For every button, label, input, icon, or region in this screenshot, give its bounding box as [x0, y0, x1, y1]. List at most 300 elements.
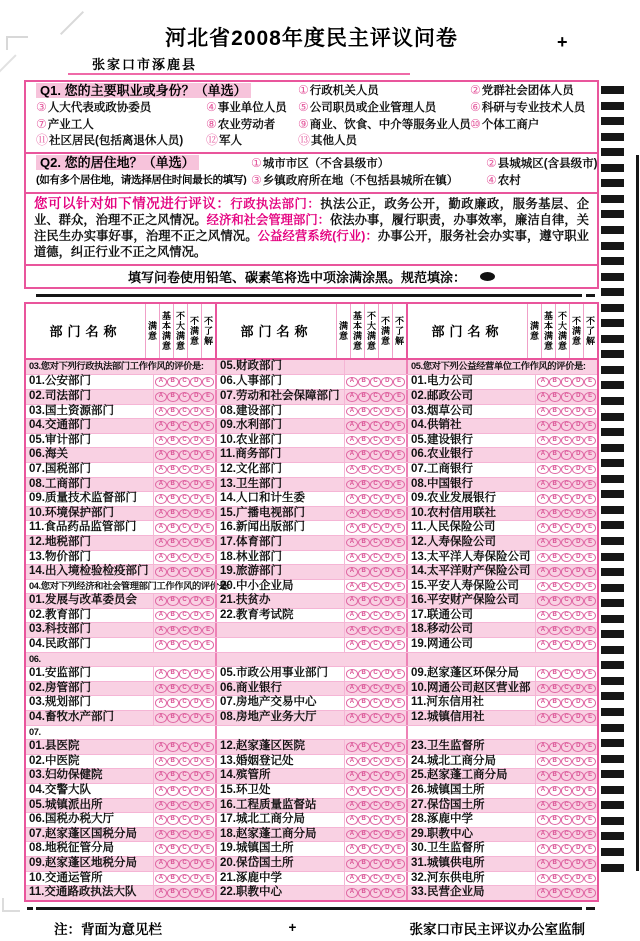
bubble-E[interactable]: E — [202, 698, 214, 708]
bubble-C[interactable]: C — [561, 626, 573, 636]
bubble-B[interactable]: B — [549, 859, 561, 869]
bubble-C[interactable]: C — [370, 669, 382, 679]
bubble-C[interactable]: C — [370, 538, 382, 548]
bubble-E[interactable]: E — [584, 859, 596, 869]
bubble-B[interactable]: B — [358, 757, 370, 767]
bubble-B[interactable]: B — [549, 771, 561, 781]
bubble-E[interactable]: E — [202, 771, 214, 781]
bubble-E[interactable]: E — [202, 742, 214, 752]
bubble-E[interactable]: E — [202, 684, 214, 694]
bubble-E[interactable]: E — [202, 859, 214, 869]
bubble-C[interactable]: C — [370, 830, 382, 840]
bubble-A[interactable]: A — [155, 859, 167, 869]
bubble-C[interactable]: C — [561, 786, 573, 796]
bubble-A[interactable]: A — [537, 874, 549, 884]
bubble-D[interactable]: D — [190, 801, 202, 811]
bubble-E[interactable]: E — [202, 553, 214, 563]
bubble-D[interactable]: D — [572, 392, 584, 402]
bubble-E[interactable]: E — [202, 480, 214, 490]
bubble-B[interactable]: B — [167, 494, 179, 504]
bubble-B[interactable]: B — [549, 713, 561, 723]
bubble-A[interactable]: A — [537, 480, 549, 490]
bubble-D[interactable]: D — [572, 640, 584, 650]
bubble-D[interactable]: D — [572, 596, 584, 606]
bubble-E[interactable]: E — [393, 582, 405, 592]
bubble-B[interactable]: B — [549, 465, 561, 475]
bubble-C[interactable]: C — [179, 538, 191, 548]
bubble-E[interactable]: E — [584, 436, 596, 446]
bubble-C[interactable]: C — [561, 480, 573, 490]
bubble-C[interactable]: C — [370, 757, 382, 767]
bubble-D[interactable]: D — [381, 450, 393, 460]
bubble-C[interactable]: C — [179, 742, 191, 752]
bubble-E[interactable]: E — [393, 815, 405, 825]
bubble-A[interactable]: A — [155, 611, 167, 621]
bubble-A[interactable]: A — [346, 640, 358, 650]
bubble-E[interactable]: E — [202, 786, 214, 796]
bubble-E[interactable]: E — [584, 553, 596, 563]
bubble-D[interactable]: D — [190, 640, 202, 650]
bubble-D[interactable]: D — [381, 567, 393, 577]
bubble-A[interactable]: A — [346, 480, 358, 490]
bubble-D[interactable]: D — [190, 786, 202, 796]
bubble-B[interactable]: B — [549, 596, 561, 606]
bubble-D[interactable]: D — [572, 523, 584, 533]
bubble-C[interactable]: C — [561, 436, 573, 446]
bubble-B[interactable]: B — [549, 786, 561, 796]
bubble-C[interactable]: C — [179, 844, 191, 854]
bubble-D[interactable]: D — [572, 377, 584, 387]
q2-option[interactable]: ②县城城区(含县级市) — [486, 156, 598, 171]
bubble-B[interactable]: B — [549, 509, 561, 519]
bubble-C[interactable]: C — [179, 888, 191, 898]
bubble-B[interactable]: B — [549, 553, 561, 563]
bubble-D[interactable]: D — [381, 611, 393, 621]
bubble-C[interactable]: C — [370, 377, 382, 387]
bubble-B[interactable]: B — [358, 844, 370, 854]
bubble-C[interactable]: C — [179, 436, 191, 446]
bubble-A[interactable]: A — [155, 509, 167, 519]
bubble-B[interactable]: B — [358, 640, 370, 650]
bubble-B[interactable]: B — [358, 830, 370, 840]
bubble-A[interactable]: A — [346, 465, 358, 475]
bubble-B[interactable]: B — [167, 757, 179, 767]
bubble-A[interactable]: A — [155, 684, 167, 694]
bubble-C[interactable]: C — [179, 713, 191, 723]
q1-option[interactable]: ⑫军人 — [206, 133, 243, 148]
q1-option[interactable]: ③人大代表或政协委员 — [36, 99, 152, 114]
bubble-C[interactable]: C — [179, 407, 191, 417]
bubble-A[interactable]: A — [346, 611, 358, 621]
bubble-E[interactable]: E — [202, 844, 214, 854]
q1-option[interactable]: ②党群社会团体人员 — [470, 83, 574, 97]
bubble-C[interactable]: C — [561, 465, 573, 475]
bubble-A[interactable]: A — [346, 742, 358, 752]
bubble-D[interactable]: D — [190, 698, 202, 708]
bubble-B[interactable]: B — [358, 407, 370, 417]
bubble-E[interactable]: E — [202, 669, 214, 679]
bubble-A[interactable]: A — [155, 596, 167, 606]
bubble-C[interactable]: C — [561, 392, 573, 402]
bubble-C[interactable]: C — [370, 713, 382, 723]
bubble-E[interactable]: E — [393, 713, 405, 723]
bubble-B[interactable]: B — [358, 786, 370, 796]
bubble-E[interactable]: E — [202, 815, 214, 825]
bubble-C[interactable]: C — [561, 801, 573, 811]
bubble-D[interactable]: D — [572, 450, 584, 460]
bubble-E[interactable]: E — [393, 611, 405, 621]
bubble-D[interactable]: D — [381, 494, 393, 504]
bubble-B[interactable]: B — [167, 465, 179, 475]
bubble-E[interactable]: E — [202, 830, 214, 840]
bubble-C[interactable]: C — [561, 874, 573, 884]
bubble-C[interactable]: C — [179, 698, 191, 708]
bubble-C[interactable]: C — [179, 786, 191, 796]
bubble-C[interactable]: C — [179, 801, 191, 811]
bubble-C[interactable]: C — [370, 771, 382, 781]
bubble-B[interactable]: B — [167, 844, 179, 854]
bubble-E[interactable]: E — [584, 611, 596, 621]
q1-option[interactable]: ⑩个体工商户 — [470, 116, 540, 131]
bubble-C[interactable]: C — [179, 626, 191, 636]
bubble-A[interactable]: A — [346, 567, 358, 577]
bubble-C[interactable]: C — [561, 567, 573, 577]
bubble-A[interactable]: A — [346, 713, 358, 723]
q1-option[interactable]: ⑨商业、饮食、中介等服务业人员 — [298, 116, 471, 131]
bubble-C[interactable]: C — [370, 465, 382, 475]
bubble-B[interactable]: B — [549, 392, 561, 402]
bubble-C[interactable]: C — [370, 859, 382, 869]
bubble-D[interactable]: D — [190, 626, 202, 636]
bubble-E[interactable]: E — [202, 494, 214, 504]
bubble-C[interactable]: C — [370, 553, 382, 563]
bubble-C[interactable]: C — [370, 567, 382, 577]
bubble-C[interactable]: C — [561, 538, 573, 548]
bubble-D[interactable]: D — [381, 669, 393, 679]
bubble-D[interactable]: D — [381, 698, 393, 708]
bubble-B[interactable]: B — [358, 538, 370, 548]
bubble-D[interactable]: D — [381, 407, 393, 417]
bubble-C[interactable]: C — [561, 757, 573, 767]
bubble-C[interactable]: C — [370, 436, 382, 446]
bubble-E[interactable]: E — [584, 815, 596, 825]
bubble-E[interactable]: E — [584, 407, 596, 417]
bubble-D[interactable]: D — [381, 844, 393, 854]
bubble-B[interactable]: B — [549, 874, 561, 884]
bubble-D[interactable]: D — [572, 815, 584, 825]
bubble-A[interactable]: A — [155, 742, 167, 752]
bubble-A[interactable]: A — [155, 888, 167, 898]
bubble-D[interactable]: D — [190, 553, 202, 563]
bubble-A[interactable]: A — [346, 859, 358, 869]
bubble-B[interactable]: B — [167, 567, 179, 577]
q2-option[interactable]: ③乡镇政府所在地（不包括县城所在镇） — [251, 173, 459, 188]
bubble-C[interactable]: C — [370, 523, 382, 533]
bubble-A[interactable]: A — [537, 888, 549, 898]
bubble-C[interactable]: C — [370, 407, 382, 417]
bubble-D[interactable]: D — [381, 538, 393, 548]
bubble-D[interactable]: D — [572, 553, 584, 563]
bubble-D[interactable]: D — [381, 436, 393, 446]
bubble-C[interactable]: C — [179, 596, 191, 606]
bubble-B[interactable]: B — [549, 421, 561, 431]
bubble-E[interactable]: E — [584, 830, 596, 840]
bubble-E[interactable]: E — [393, 626, 405, 636]
bubble-D[interactable]: D — [381, 801, 393, 811]
bubble-E[interactable]: E — [584, 494, 596, 504]
bubble-B[interactable]: B — [358, 611, 370, 621]
bubble-C[interactable]: C — [370, 480, 382, 490]
bubble-C[interactable]: C — [179, 771, 191, 781]
bubble-B[interactable]: B — [549, 698, 561, 708]
bubble-C[interactable]: C — [561, 888, 573, 898]
q1-option[interactable]: ⑪社区居民(包括离退休人员) — [36, 133, 184, 148]
bubble-D[interactable]: D — [190, 815, 202, 825]
bubble-D[interactable]: D — [572, 509, 584, 519]
bubble-D[interactable]: D — [381, 421, 393, 431]
bubble-D[interactable]: D — [572, 859, 584, 869]
bubble-C[interactable]: C — [370, 786, 382, 796]
bubble-D[interactable]: D — [381, 771, 393, 781]
bubble-B[interactable]: B — [358, 684, 370, 694]
bubble-E[interactable]: E — [393, 392, 405, 402]
bubble-C[interactable]: C — [370, 815, 382, 825]
bubble-C[interactable]: C — [561, 844, 573, 854]
bubble-B[interactable]: B — [549, 684, 561, 694]
bubble-C[interactable]: C — [370, 698, 382, 708]
bubble-C[interactable]: C — [370, 874, 382, 884]
bubble-E[interactable]: E — [584, 801, 596, 811]
bubble-E[interactable]: E — [393, 421, 405, 431]
bubble-A[interactable]: A — [155, 538, 167, 548]
bubble-B[interactable]: B — [167, 888, 179, 898]
bubble-E[interactable]: E — [202, 436, 214, 446]
bubble-D[interactable]: D — [381, 815, 393, 825]
bubble-B[interactable]: B — [167, 596, 179, 606]
bubble-E[interactable]: E — [584, 640, 596, 650]
bubble-D[interactable]: D — [381, 377, 393, 387]
bubble-E[interactable]: E — [393, 450, 405, 460]
bubble-C[interactable]: C — [561, 859, 573, 869]
bubble-D[interactable]: D — [381, 859, 393, 869]
bubble-A[interactable]: A — [537, 494, 549, 504]
bubble-E[interactable]: E — [202, 509, 214, 519]
bubble-E[interactable]: E — [584, 626, 596, 636]
bubble-D[interactable]: D — [381, 509, 393, 519]
bubble-B[interactable]: B — [167, 713, 179, 723]
bubble-A[interactable]: A — [155, 626, 167, 636]
bubble-B[interactable]: B — [549, 830, 561, 840]
bubble-C[interactable]: C — [561, 377, 573, 387]
bubble-E[interactable]: E — [393, 859, 405, 869]
bubble-E[interactable]: E — [393, 553, 405, 563]
bubble-E[interactable]: E — [393, 830, 405, 840]
bubble-E[interactable]: E — [584, 567, 596, 577]
bubble-C[interactable]: C — [561, 640, 573, 650]
bubble-A[interactable]: A — [537, 596, 549, 606]
bubble-A[interactable]: A — [155, 830, 167, 840]
bubble-A[interactable]: A — [537, 815, 549, 825]
bubble-B[interactable]: B — [549, 801, 561, 811]
bubble-A[interactable]: A — [155, 786, 167, 796]
bubble-D[interactable]: D — [381, 742, 393, 752]
bubble-A[interactable]: A — [155, 421, 167, 431]
bubble-B[interactable]: B — [167, 684, 179, 694]
bubble-B[interactable]: B — [167, 669, 179, 679]
bubble-B[interactable]: B — [549, 669, 561, 679]
bubble-B[interactable]: B — [167, 698, 179, 708]
bubble-B[interactable]: B — [358, 465, 370, 475]
bubble-E[interactable]: E — [393, 523, 405, 533]
bubble-B[interactable]: B — [549, 844, 561, 854]
bubble-D[interactable]: D — [381, 596, 393, 606]
bubble-C[interactable]: C — [179, 450, 191, 460]
bubble-A[interactable]: A — [537, 450, 549, 460]
bubble-C[interactable]: C — [179, 567, 191, 577]
bubble-A[interactable]: A — [346, 582, 358, 592]
bubble-D[interactable]: D — [381, 713, 393, 723]
bubble-A[interactable]: A — [155, 553, 167, 563]
bubble-C[interactable]: C — [561, 421, 573, 431]
bubble-E[interactable]: E — [393, 640, 405, 650]
bubble-B[interactable]: B — [167, 421, 179, 431]
bubble-C[interactable]: C — [561, 830, 573, 840]
bubble-C[interactable]: C — [179, 815, 191, 825]
bubble-E[interactable]: E — [202, 567, 214, 577]
bubble-B[interactable]: B — [358, 523, 370, 533]
bubble-E[interactable]: E — [202, 611, 214, 621]
bubble-C[interactable]: C — [370, 844, 382, 854]
bubble-E[interactable]: E — [202, 640, 214, 650]
bubble-B[interactable]: B — [358, 567, 370, 577]
bubble-B[interactable]: B — [167, 377, 179, 387]
bubble-B[interactable]: B — [167, 640, 179, 650]
bubble-B[interactable]: B — [358, 698, 370, 708]
bubble-C[interactable]: C — [561, 407, 573, 417]
bubble-D[interactable]: D — [572, 684, 584, 694]
bubble-A[interactable]: A — [537, 713, 549, 723]
bubble-B[interactable]: B — [358, 509, 370, 519]
bubble-A[interactable]: A — [537, 801, 549, 811]
bubble-B[interactable]: B — [167, 815, 179, 825]
bubble-B[interactable]: B — [167, 509, 179, 519]
bubble-A[interactable]: A — [537, 757, 549, 767]
bubble-A[interactable]: A — [346, 421, 358, 431]
bubble-A[interactable]: A — [155, 523, 167, 533]
bubble-E[interactable]: E — [584, 771, 596, 781]
bubble-A[interactable]: A — [346, 786, 358, 796]
bubble-C[interactable]: C — [561, 684, 573, 694]
bubble-A[interactable]: A — [155, 815, 167, 825]
bubble-B[interactable]: B — [358, 553, 370, 563]
bubble-A[interactable]: A — [537, 523, 549, 533]
bubble-D[interactable]: D — [190, 509, 202, 519]
bubble-D[interactable]: D — [190, 844, 202, 854]
bubble-A[interactable]: A — [155, 801, 167, 811]
q1-option[interactable]: ⑬其他人员 — [298, 133, 358, 148]
bubble-A[interactable]: A — [537, 538, 549, 548]
bubble-B[interactable]: B — [358, 596, 370, 606]
bubble-C[interactable]: C — [179, 465, 191, 475]
bubble-A[interactable]: A — [155, 465, 167, 475]
bubble-B[interactable]: B — [167, 480, 179, 490]
bubble-B[interactable]: B — [549, 480, 561, 490]
bubble-C[interactable]: C — [561, 596, 573, 606]
bubble-D[interactable]: D — [190, 874, 202, 884]
bubble-C[interactable]: C — [561, 771, 573, 781]
bubble-C[interactable]: C — [561, 698, 573, 708]
bubble-A[interactable]: A — [155, 567, 167, 577]
bubble-D[interactable]: D — [572, 436, 584, 446]
bubble-A[interactable]: A — [346, 377, 358, 387]
bubble-D[interactable]: D — [381, 874, 393, 884]
bubble-B[interactable]: B — [358, 436, 370, 446]
bubble-E[interactable]: E — [202, 392, 214, 402]
bubble-A[interactable]: A — [155, 757, 167, 767]
bubble-A[interactable]: A — [346, 801, 358, 811]
bubble-D[interactable]: D — [190, 538, 202, 548]
bubble-E[interactable]: E — [393, 407, 405, 417]
bubble-A[interactable]: A — [346, 538, 358, 548]
bubble-A[interactable]: A — [346, 553, 358, 563]
bubble-A[interactable]: A — [537, 684, 549, 694]
bubble-E[interactable]: E — [202, 538, 214, 548]
bubble-B[interactable]: B — [549, 626, 561, 636]
bubble-B[interactable]: B — [167, 407, 179, 417]
bubble-A[interactable]: A — [537, 669, 549, 679]
bubble-B[interactable]: B — [549, 538, 561, 548]
bubble-A[interactable]: A — [346, 874, 358, 884]
bubble-E[interactable]: E — [393, 844, 405, 854]
bubble-D[interactable]: D — [381, 553, 393, 563]
bubble-B[interactable]: B — [167, 874, 179, 884]
bubble-A[interactable]: A — [346, 596, 358, 606]
bubble-C[interactable]: C — [561, 553, 573, 563]
bubble-B[interactable]: B — [358, 888, 370, 898]
bubble-D[interactable]: D — [381, 684, 393, 694]
bubble-C[interactable]: C — [179, 509, 191, 519]
bubble-C[interactable]: C — [370, 801, 382, 811]
bubble-E[interactable]: E — [584, 786, 596, 796]
bubble-C[interactable]: C — [370, 684, 382, 694]
bubble-E[interactable]: E — [584, 509, 596, 519]
q1-option[interactable]: ④事业单位人员 — [206, 99, 287, 114]
bubble-E[interactable]: E — [393, 801, 405, 811]
bubble-C[interactable]: C — [370, 450, 382, 460]
bubble-C[interactable]: C — [179, 421, 191, 431]
bubble-B[interactable]: B — [358, 421, 370, 431]
bubble-D[interactable]: D — [190, 757, 202, 767]
bubble-C[interactable]: C — [370, 392, 382, 402]
bubble-A[interactable]: A — [155, 407, 167, 417]
bubble-E[interactable]: E — [393, 786, 405, 796]
bubble-C[interactable]: C — [370, 888, 382, 898]
bubble-B[interactable]: B — [358, 392, 370, 402]
bubble-A[interactable]: A — [537, 436, 549, 446]
bubble-B[interactable]: B — [167, 538, 179, 548]
bubble-A[interactable]: A — [537, 859, 549, 869]
bubble-B[interactable]: B — [358, 377, 370, 387]
bubble-D[interactable]: D — [381, 888, 393, 898]
bubble-E[interactable]: E — [202, 757, 214, 767]
bubble-D[interactable]: D — [190, 392, 202, 402]
bubble-E[interactable]: E — [393, 465, 405, 475]
bubble-A[interactable]: A — [346, 815, 358, 825]
bubble-D[interactable]: D — [572, 771, 584, 781]
bubble-B[interactable]: B — [549, 523, 561, 533]
bubble-B[interactable]: B — [549, 582, 561, 592]
bubble-C[interactable]: C — [179, 874, 191, 884]
